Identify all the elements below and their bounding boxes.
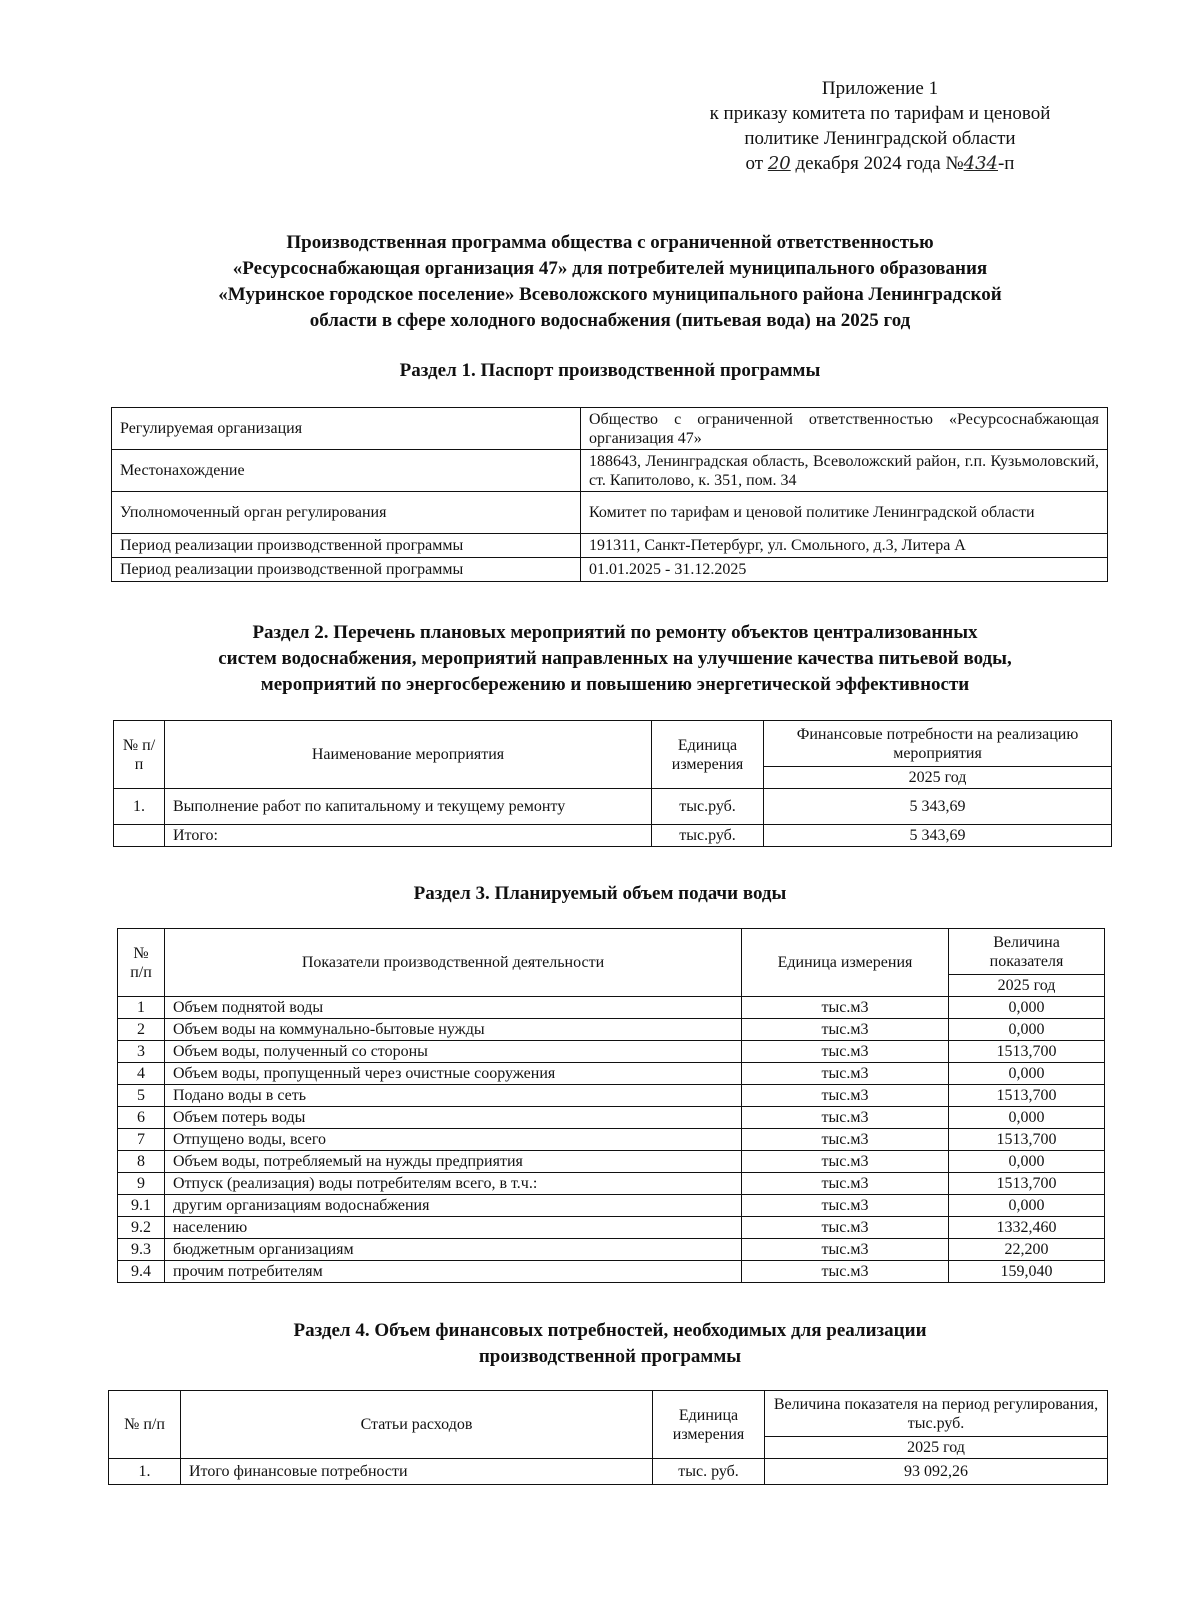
col-unit: Единица измерения — [653, 1391, 765, 1459]
col-name: Статьи расходов — [181, 1391, 653, 1459]
row-num: 9.1 — [118, 1195, 165, 1217]
row-unit: тыс.м3 — [742, 1063, 949, 1085]
row-name: Выполнение работ по капитальному и текущему ремонту — [165, 789, 652, 825]
row-value: 191311, Санкт-Петербург, ул. Смольного, д.3, Литера А — [581, 534, 1108, 558]
row-num: 9.2 — [118, 1217, 165, 1239]
row-num: 4 — [118, 1063, 165, 1085]
row-unit: тыс. руб. — [653, 1459, 765, 1485]
row-name: Объем воды, пропущенный через очистные сооружения — [165, 1063, 742, 1085]
row-name: Объем воды на коммунально-бытовые нужды — [165, 1019, 742, 1041]
row-num: 1. — [114, 789, 165, 825]
row-value: 1513,700 — [949, 1129, 1105, 1151]
row-num: 5 — [118, 1085, 165, 1107]
table-row — [118, 1041, 1105, 1063]
row-unit: тыс.м3 — [742, 1195, 949, 1217]
row-name: населению — [165, 1217, 742, 1239]
col-val: Величина показателя на период регулирования, тыс.руб. — [765, 1391, 1108, 1437]
row-value: Общество с ограниченной ответственностью «Ресурсоснабжающая организация 47» — [581, 408, 1108, 450]
table-row — [118, 1019, 1105, 1041]
row-name: Отпущено воды, всего — [165, 1129, 742, 1151]
col-year: 2025 год — [949, 975, 1105, 997]
row-num: 7 — [118, 1129, 165, 1151]
row-unit: тыс.м3 — [742, 1239, 949, 1261]
row-num — [114, 825, 165, 847]
row-name: другим организациям водоснабжения — [165, 1195, 742, 1217]
table-row — [118, 1129, 1105, 1151]
handwritten-number: 434 — [963, 153, 998, 174]
title-line: Производственная программа общества с ограниченной ответственностью — [286, 232, 934, 253]
heading-line: систем водоснабжения, мероприятий направленных на улучшение качества питьевой воды, — [218, 648, 1012, 669]
table-row — [109, 1459, 1108, 1485]
col-unit: Единица измерения — [652, 721, 764, 789]
finance-table — [108, 1390, 1108, 1485]
row-unit: тыс.м3 — [742, 1085, 949, 1107]
row-label: Период реализации производственной программы — [112, 558, 581, 582]
row-num: 9.3 — [118, 1239, 165, 1261]
handwritten-day: 20 — [767, 153, 791, 174]
row-name: Итого: — [165, 825, 652, 847]
header-line: политике Ленинградской области — [744, 128, 1016, 149]
row-name: прочим потребителям — [165, 1261, 742, 1283]
table-row — [118, 1217, 1105, 1239]
title-line: области в сфере холодного водоснабжения (питьевая вода) на 2025 год — [309, 310, 911, 331]
row-label: Уполномоченный орган регулирования — [112, 492, 581, 534]
order-date-line — [640, 151, 1120, 176]
table-row — [118, 1173, 1105, 1195]
col-num: № п/п — [118, 929, 165, 997]
row-name: Подано воды в сеть — [165, 1085, 742, 1107]
title-line: «Муринское городское поселение» Всеволожского муниципального района Ленинградской — [218, 284, 1002, 305]
row-value: 5 343,69 — [764, 789, 1112, 825]
row-value: 93 092,26 — [765, 1459, 1108, 1485]
header-line: Приложение 1 — [821, 78, 939, 99]
row-name: Объем потерь воды — [165, 1107, 742, 1129]
heading-line: мероприятий по энергосбережению и повышению энергетической эффективности — [260, 674, 970, 695]
row-value: 0,000 — [949, 1019, 1105, 1041]
row-num: 1 — [118, 997, 165, 1019]
row-unit: тыс.м3 — [742, 1041, 949, 1063]
row-num: 6 — [118, 1107, 165, 1129]
row-value: 1332,460 — [949, 1217, 1105, 1239]
table-row — [118, 1085, 1105, 1107]
row-value: 5 343,69 — [764, 825, 1112, 847]
heading-line: Раздел 4. Объем финансовых потребностей, необходимых для реализации — [293, 1320, 927, 1341]
measures-table — [113, 720, 1112, 847]
appendix-header — [640, 76, 1120, 176]
document-title — [110, 230, 1110, 334]
row-name: Отпуск (реализация) воды потребителям всего, в т.ч.: — [165, 1173, 742, 1195]
table-row — [114, 789, 1112, 825]
table-row — [112, 450, 1108, 492]
row-num: 3 — [118, 1041, 165, 1063]
row-label: Местонахождение — [112, 450, 581, 492]
row-value: 1513,700 — [949, 1085, 1105, 1107]
col-num: № п/п — [114, 721, 165, 789]
row-label: Период реализации производственной программы — [112, 534, 581, 558]
date-prefix: от — [745, 153, 764, 174]
number-suffix: -п — [997, 153, 1015, 174]
section3-heading: Раздел 3. Планируемый объем подачи воды — [413, 883, 787, 904]
row-label: Регулируемая организация — [112, 408, 581, 450]
col-name: Наименование мероприятия — [165, 721, 652, 789]
row-unit: тыс.м3 — [742, 1261, 949, 1283]
row-unit: тыс.м3 — [742, 997, 949, 1019]
table-row — [112, 492, 1108, 534]
row-num: 9.4 — [118, 1261, 165, 1283]
row-value: 1513,700 — [949, 1041, 1105, 1063]
table-row — [118, 1261, 1105, 1283]
row-unit: тыс.м3 — [742, 1019, 949, 1041]
row-name: Объем поднятой воды — [165, 997, 742, 1019]
row-value: 159,040 — [949, 1261, 1105, 1283]
row-unit: тыс.м3 — [742, 1151, 949, 1173]
row-value: 0,000 — [949, 1107, 1105, 1129]
row-num: 8 — [118, 1151, 165, 1173]
section2-heading — [100, 620, 1130, 698]
row-value: 0,000 — [949, 997, 1105, 1019]
table-row — [118, 1063, 1105, 1085]
row-unit: тыс.м3 — [742, 1107, 949, 1129]
date-text: декабря 2024 года № — [795, 153, 964, 174]
table-row — [118, 1107, 1105, 1129]
col-year: 2025 год — [764, 767, 1112, 789]
col-val: Величина показателя — [949, 929, 1105, 975]
row-unit: тыс.м3 — [742, 1217, 949, 1239]
table-row — [118, 997, 1105, 1019]
row-value: 22,200 — [949, 1239, 1105, 1261]
row-unit: тыс.м3 — [742, 1129, 949, 1151]
section1-heading: Раздел 1. Паспорт производственной программы — [399, 360, 821, 381]
row-num: 9 — [118, 1173, 165, 1195]
col-fin: Финансовые потребности на реализацию мероприятия — [764, 721, 1112, 767]
col-unit: Единица измерения — [742, 929, 949, 997]
row-unit: тыс.м3 — [742, 1173, 949, 1195]
row-name: Итого финансовые потребности — [181, 1459, 653, 1485]
row-value: 188643, Ленинградская область, Всеволожский район, г.п. Кузьмоловский, ст. Капитолово, к. 351, пом. 34 — [581, 450, 1108, 492]
water-volume-table — [117, 928, 1105, 1283]
row-num: 1. — [109, 1459, 181, 1485]
col-year: 2025 год — [765, 1437, 1108, 1459]
title-line: «Ресурсоснабжающая организация 47» для потребителей муниципального образования — [232, 258, 988, 279]
heading-line: Раздел 2. Перечень плановых мероприятий по ремонту объектов централизованных — [252, 622, 978, 643]
row-name: Объем воды, полученный со стороны — [165, 1041, 742, 1063]
row-name: Объем воды, потребляемый на нужды предприятия — [165, 1151, 742, 1173]
table-row — [118, 1239, 1105, 1261]
row-value: 0,000 — [949, 1195, 1105, 1217]
row-num: 2 — [118, 1019, 165, 1041]
row-name: бюджетным организациям — [165, 1239, 742, 1261]
row-value: 01.01.2025 - 31.12.2025 — [581, 558, 1108, 582]
col-name: Показатели производственной деятельности — [165, 929, 742, 997]
table-row — [118, 1151, 1105, 1173]
header-line: к приказу комитета по тарифам и ценовой — [709, 103, 1051, 124]
row-unit: тыс.руб. — [652, 825, 764, 847]
row-value: Комитет по тарифам и ценовой политике Ленинградской области — [581, 492, 1108, 534]
table-row — [112, 558, 1108, 582]
col-num: № п/п — [109, 1391, 181, 1459]
row-value: 1513,700 — [949, 1173, 1105, 1195]
table-row — [114, 825, 1112, 847]
passport-table — [111, 407, 1108, 582]
heading-line: производственной программы — [478, 1346, 742, 1367]
table-row — [118, 1195, 1105, 1217]
row-value: 0,000 — [949, 1063, 1105, 1085]
row-value: 0,000 — [949, 1151, 1105, 1173]
table-row — [112, 408, 1108, 450]
row-unit: тыс.руб. — [652, 789, 764, 825]
section4-heading — [100, 1318, 1120, 1370]
table-row — [112, 534, 1108, 558]
